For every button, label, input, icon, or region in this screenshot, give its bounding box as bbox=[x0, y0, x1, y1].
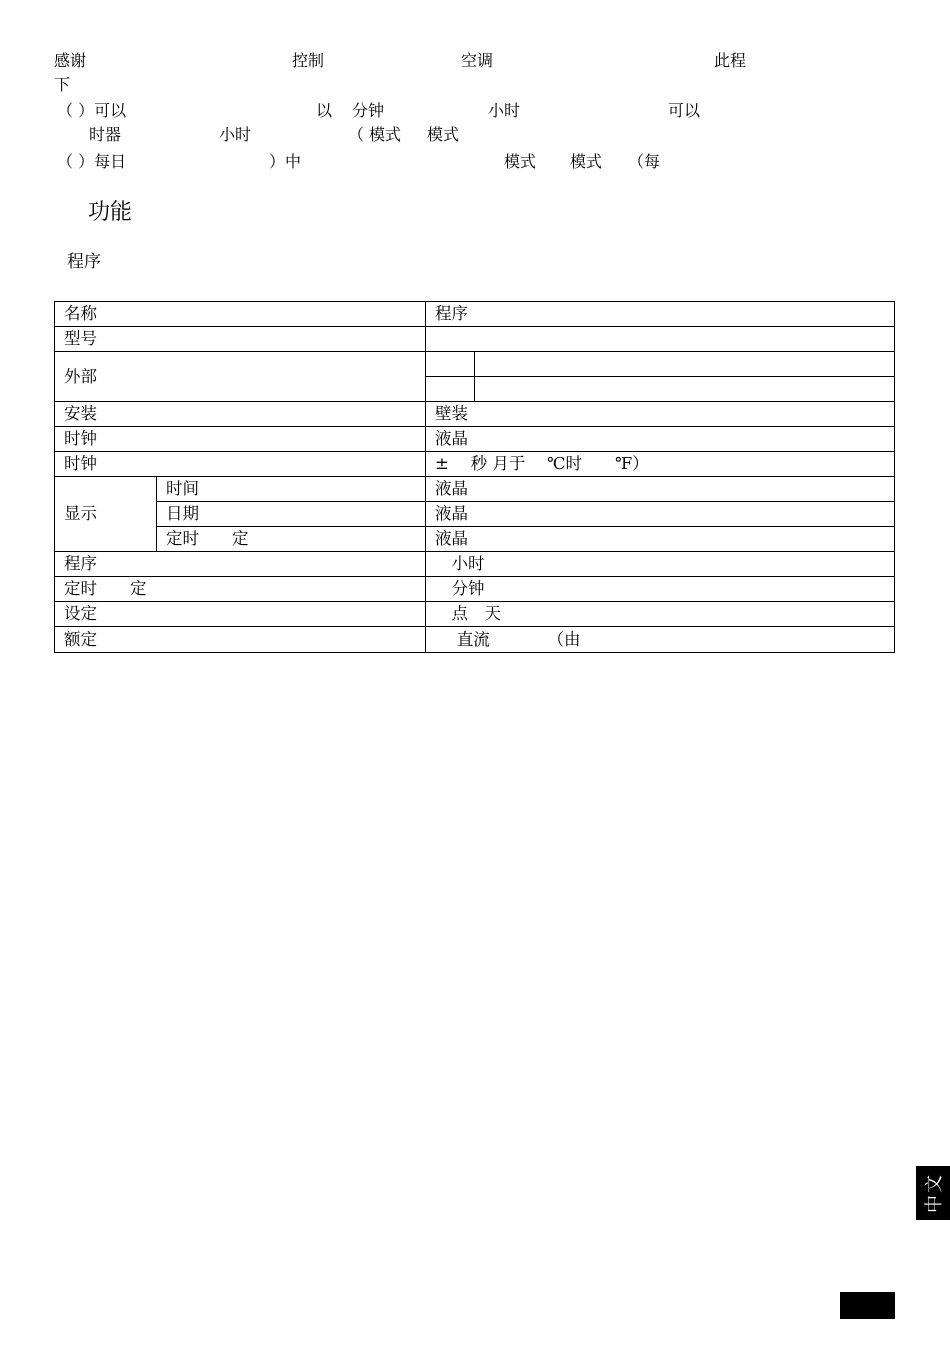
row-label: 设定 bbox=[55, 602, 426, 627]
table-row bbox=[55, 302, 895, 327]
intro-text: 小时 bbox=[488, 101, 521, 120]
row-label: 显示 bbox=[55, 477, 157, 552]
intro-text: （ ）每日 bbox=[57, 152, 127, 171]
intro-text: （ ）可以 bbox=[57, 101, 127, 120]
row-sublabel: 时间 bbox=[157, 477, 426, 502]
row-value-grid bbox=[426, 352, 895, 402]
intro-text: 分钟 bbox=[352, 101, 385, 120]
table-row bbox=[55, 477, 895, 502]
section-title: 功能 bbox=[88, 200, 133, 225]
intro-text: 以 bbox=[316, 101, 333, 120]
row-label: 时钟 bbox=[55, 452, 426, 477]
section-subtitle: 程序 bbox=[67, 252, 101, 272]
row-value: 程序 bbox=[426, 302, 895, 327]
table-row bbox=[55, 427, 895, 452]
intro-text: 控制 bbox=[292, 51, 325, 70]
row-label: 型号 bbox=[55, 327, 426, 352]
row-value: 液晶 bbox=[426, 502, 895, 527]
table-row bbox=[55, 352, 895, 402]
row-label: 安装 bbox=[55, 402, 426, 427]
row-label: 定时 定 bbox=[55, 577, 426, 602]
row-value bbox=[426, 327, 895, 352]
intro-text: 下 bbox=[54, 75, 71, 94]
table-row bbox=[55, 552, 895, 577]
intro-text: 此程 bbox=[714, 51, 747, 70]
grid-cell bbox=[426, 352, 475, 377]
grid-cell bbox=[475, 352, 895, 377]
intro-text: 感谢 bbox=[54, 51, 87, 70]
table-row bbox=[55, 502, 895, 527]
intro-text: 模式 bbox=[427, 125, 460, 144]
intro-text: 可以 bbox=[668, 101, 701, 120]
row-label: 程序 bbox=[55, 552, 426, 577]
table-row bbox=[55, 602, 895, 627]
table-row bbox=[55, 577, 895, 602]
table-row bbox=[55, 527, 895, 552]
page-number-box bbox=[840, 1292, 895, 1319]
intro-text: 模式 bbox=[504, 152, 537, 171]
row-value: 液晶 bbox=[426, 477, 895, 502]
intro-text: 时器 bbox=[89, 125, 122, 144]
row-value: 液晶 bbox=[426, 527, 895, 552]
row-label: 额定 bbox=[55, 627, 426, 653]
row-value: 直流 （由 bbox=[426, 627, 895, 653]
row-sublabel: 日期 bbox=[157, 502, 426, 527]
row-value: 壁装 bbox=[426, 402, 895, 427]
row-value: 分钟 bbox=[426, 577, 895, 602]
intro-text: 模式 bbox=[570, 152, 603, 171]
row-value: ± 秒 月于 ℃时 ℉） bbox=[426, 452, 895, 477]
row-sublabel: 定时 定 bbox=[157, 527, 426, 552]
spec-table bbox=[54, 301, 895, 653]
language-tab bbox=[916, 1166, 950, 1220]
row-label: 名称 bbox=[55, 302, 426, 327]
intro-text: 小时 bbox=[219, 125, 252, 144]
row-value: 小时 bbox=[426, 552, 895, 577]
intro-text: （每 bbox=[628, 152, 661, 171]
table-row bbox=[55, 402, 895, 427]
intro-text: ）中 bbox=[269, 152, 302, 171]
row-label: 时钟 bbox=[55, 427, 426, 452]
row-label: 外部 bbox=[55, 352, 426, 402]
exterior-subgrid bbox=[426, 352, 894, 401]
row-value: 液晶 bbox=[426, 427, 895, 452]
table-row bbox=[55, 327, 895, 352]
language-tab-label: 中文 bbox=[924, 1173, 945, 1213]
table-row bbox=[55, 627, 895, 653]
table-row bbox=[55, 452, 895, 477]
intro-text: 模式 bbox=[369, 125, 402, 144]
row-value: 点 天 bbox=[426, 602, 895, 627]
intro-text: 空调 bbox=[461, 51, 494, 70]
grid-cell bbox=[475, 377, 895, 402]
intro-text: （ bbox=[348, 125, 365, 144]
grid-cell bbox=[426, 377, 475, 402]
